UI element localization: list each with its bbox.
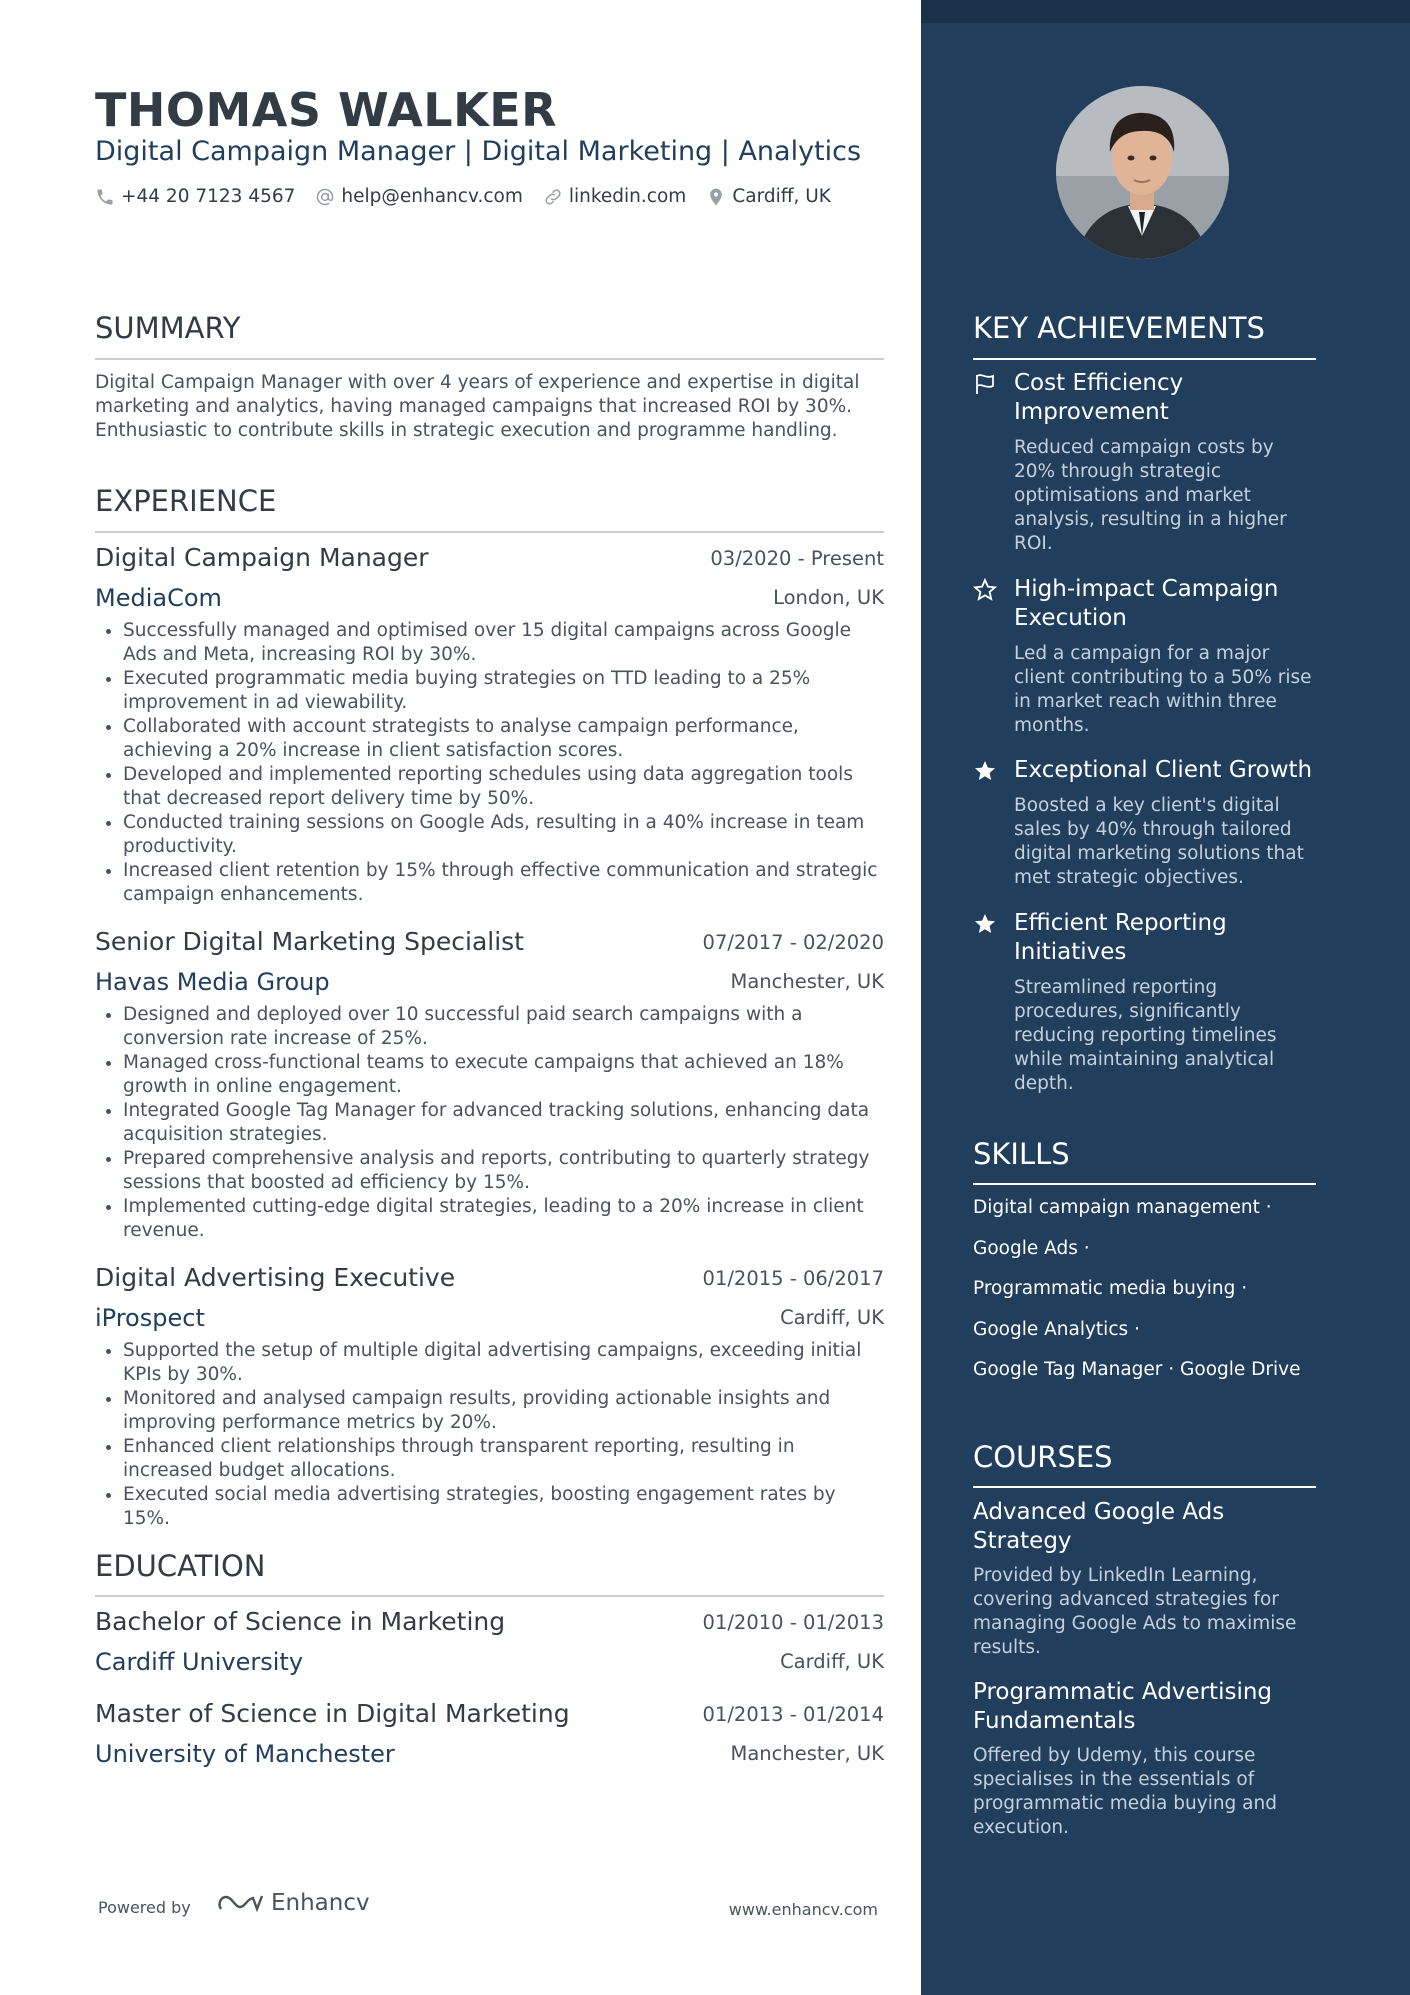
job-date: 07/2017 - 02/2020	[702, 931, 884, 954]
job-bullets	[95, 1339, 884, 1531]
footer-brand-name: Enhancv	[271, 1890, 370, 1916]
job-bullet: • Monitored and analysed campaign results, providing actionable insights and improving performance metrics by 20%.	[123, 1387, 884, 1435]
phone-text: +44 20 7123 4567	[121, 186, 296, 207]
course-desc: Provided by LinkedIn Learning, covering advanced strategies for managing Google Ads to maximise results.	[973, 1565, 1297, 1658]
summary-divider	[95, 358, 884, 360]
star-icon	[973, 912, 997, 936]
candidate-name: THOMAS WALKER	[95, 83, 558, 137]
job-company: iProspect	[95, 1304, 205, 1332]
job-bullet: • Collaborated with account strategists to analyse campaign performance, achieving a 20% increase in client satisfaction scores.	[123, 715, 884, 763]
course-title: Advanced Google Ads Strategy	[973, 1499, 1225, 1554]
job-date: 01/2015 - 06/2017	[702, 1267, 884, 1290]
job-bullet: • Prepared comprehensive analysis and reports, contributing to quarterly strategy sessions that boosted ad efficiency by 15%.	[123, 1147, 884, 1195]
education-divider	[95, 1595, 884, 1597]
achievement-desc: Streamlined reporting procedures, significantly reducing reporting timelines while maintaining analytical depth.	[1014, 977, 1277, 1094]
achievement-desc: Boosted a key client's digital sales by 40% through tailored digital marketing solutions that met strategic objectives.	[1014, 795, 1304, 888]
experience-title: EXPERIENCE	[95, 484, 277, 518]
contact-bar	[95, 186, 831, 207]
flag-icon	[973, 372, 997, 396]
profile-photo	[1056, 86, 1229, 259]
education-degree: Bachelor of Science in Marketing	[95, 1607, 506, 1636]
achievement-desc: Reduced campaign costs by 20% through strategic optimisations and market analysis, resulting in a higher ROI.	[1014, 437, 1287, 554]
phone-icon	[95, 187, 115, 207]
contact-email[interactable]	[315, 186, 522, 207]
job-bullet: • Conducted training sessions on Google Ads, resulting in a 40% increase in team productivity.	[123, 811, 884, 859]
job-bullets	[95, 1003, 884, 1243]
job-bullet: • Designed and deployed over 10 successful paid search campaigns with a conversion rate increase of 25%.	[123, 1003, 884, 1051]
job-location: Cardiff, UK	[780, 1306, 884, 1329]
achievement-title: Cost Efficiency Improvement	[1014, 370, 1184, 425]
star-outline-icon	[973, 578, 997, 602]
course-title: Programmatic Advertising Fundamentals	[973, 1679, 1273, 1734]
sidebar	[921, 0, 1410, 1995]
skills-title: SKILLS	[973, 1137, 1070, 1171]
footer-url[interactable]: www.enhancv.com	[728, 1900, 878, 1919]
job-date: 03/2020 - Present	[710, 547, 884, 570]
job-bullet: • Integrated Google Tag Manager for advanced tracking solutions, enhancing data acquisition strategies.	[123, 1099, 884, 1147]
course-desc: Offered by Udemy, this course specialises in the essentials of programmatic media buying and execution.	[973, 1745, 1277, 1838]
job-bullet: • Implemented cutting-edge digital strategies, leading to a 20% increase in client revenue.	[123, 1195, 884, 1243]
achievements-title: KEY ACHIEVEMENTS	[973, 311, 1265, 345]
job-bullet: • Increased client retention by 15% through effective communication and strategic campaign enhancements.	[123, 859, 884, 907]
achievement-title: Efficient Reporting Initiatives	[1014, 910, 1227, 965]
skill-item: Google Tag Manager · Google Drive	[973, 1359, 1301, 1380]
achievements-divider	[973, 358, 1316, 360]
linkedin-text: linkedin.com	[568, 186, 687, 207]
job-location: Manchester, UK	[730, 970, 884, 993]
job-title: Senior Digital Marketing Specialist	[95, 927, 524, 956]
job-company: Havas Media Group	[95, 968, 330, 996]
footer-powered-by: Powered by	[98, 1898, 191, 1917]
job-bullet: • Executed programmatic media buying strategies on TTD leading to a 25% improvement in ad viewability.	[123, 667, 884, 715]
skills-divider	[973, 1183, 1316, 1185]
candidate-headline: Digital Campaign Manager | Digital Marketing | Analytics	[95, 136, 862, 167]
link-icon	[543, 187, 563, 207]
courses-divider	[973, 1486, 1316, 1488]
job-bullets	[95, 619, 884, 907]
location-pin-icon	[706, 187, 726, 207]
job-title: Digital Campaign Manager	[95, 543, 429, 572]
contact-linkedin[interactable]	[543, 186, 686, 207]
contact-location	[706, 186, 831, 207]
at-icon	[315, 187, 335, 207]
achievement-title: Exceptional Client Growth	[1014, 757, 1313, 783]
experience-divider	[95, 531, 884, 533]
education-date: 01/2013 - 01/2014	[702, 1703, 884, 1726]
achievement-desc: Led a campaign for a major client contributing to a 50% rise in market reach within three months.	[1014, 643, 1312, 736]
job-bullet: • Enhanced client relationships through transparent reporting, resulting in increased budget allocations.	[123, 1435, 884, 1483]
skill-item: Digital campaign management ·	[973, 1197, 1272, 1218]
job-company: MediaCom	[95, 584, 222, 612]
job-bullet: • Successfully managed and optimised over 15 digital campaigns across Google Ads and Meta, increasing ROI by 30%.	[123, 619, 884, 667]
education-location: Manchester, UK	[730, 1742, 884, 1765]
summary-title: SUMMARY	[95, 311, 241, 345]
education-title: EDUCATION	[95, 1549, 266, 1583]
education-degree: Master of Science in Digital Marketing	[95, 1699, 570, 1728]
summary-text: Digital Campaign Manager with over 4 years of experience and expertise in digital marketing and analytics, having managed campaigns that increased ROI by 30%. Enthusiastic to contribute skills in strategic execution and programme handling.	[95, 372, 860, 441]
enhancv-logo-icon	[217, 1891, 263, 1915]
education-location: Cardiff, UK	[780, 1650, 884, 1673]
star-icon	[973, 759, 997, 783]
job-bullet: • Managed cross-functional teams to execute campaigns that achieved an 18% growth in online engagement.	[123, 1051, 884, 1099]
sidebar-top-bar	[921, 0, 1410, 23]
skill-item: Google Ads ·	[973, 1238, 1090, 1259]
education-date: 01/2010 - 01/2013	[702, 1611, 884, 1634]
location-text: Cardiff, UK	[732, 186, 831, 207]
footer-brand-logo[interactable]	[217, 1890, 370, 1916]
job-bullet: • Developed and implemented reporting schedules using data aggregation tools that decreased report delivery time by 50%.	[123, 763, 884, 811]
skill-item: Programmatic media buying ·	[973, 1278, 1248, 1299]
email-text: help@enhancv.com	[341, 186, 523, 207]
job-bullet: • Executed social media advertising strategies, boosting engagement rates by 15%.	[123, 1483, 884, 1531]
contact-phone[interactable]	[95, 186, 295, 207]
courses-title: COURSES	[973, 1440, 1113, 1474]
education-school: Cardiff University	[95, 1648, 304, 1676]
job-title: Digital Advertising Executive	[95, 1263, 456, 1292]
skill-item: Google Analytics ·	[973, 1319, 1140, 1340]
job-bullet: • Supported the setup of multiple digital advertising campaigns, exceeding initial KPIs by 30%.	[123, 1339, 884, 1387]
achievement-title: High-impact Campaign Execution	[1014, 576, 1279, 631]
education-school: University of Manchester	[95, 1740, 395, 1768]
job-location: London, UK	[773, 586, 884, 609]
